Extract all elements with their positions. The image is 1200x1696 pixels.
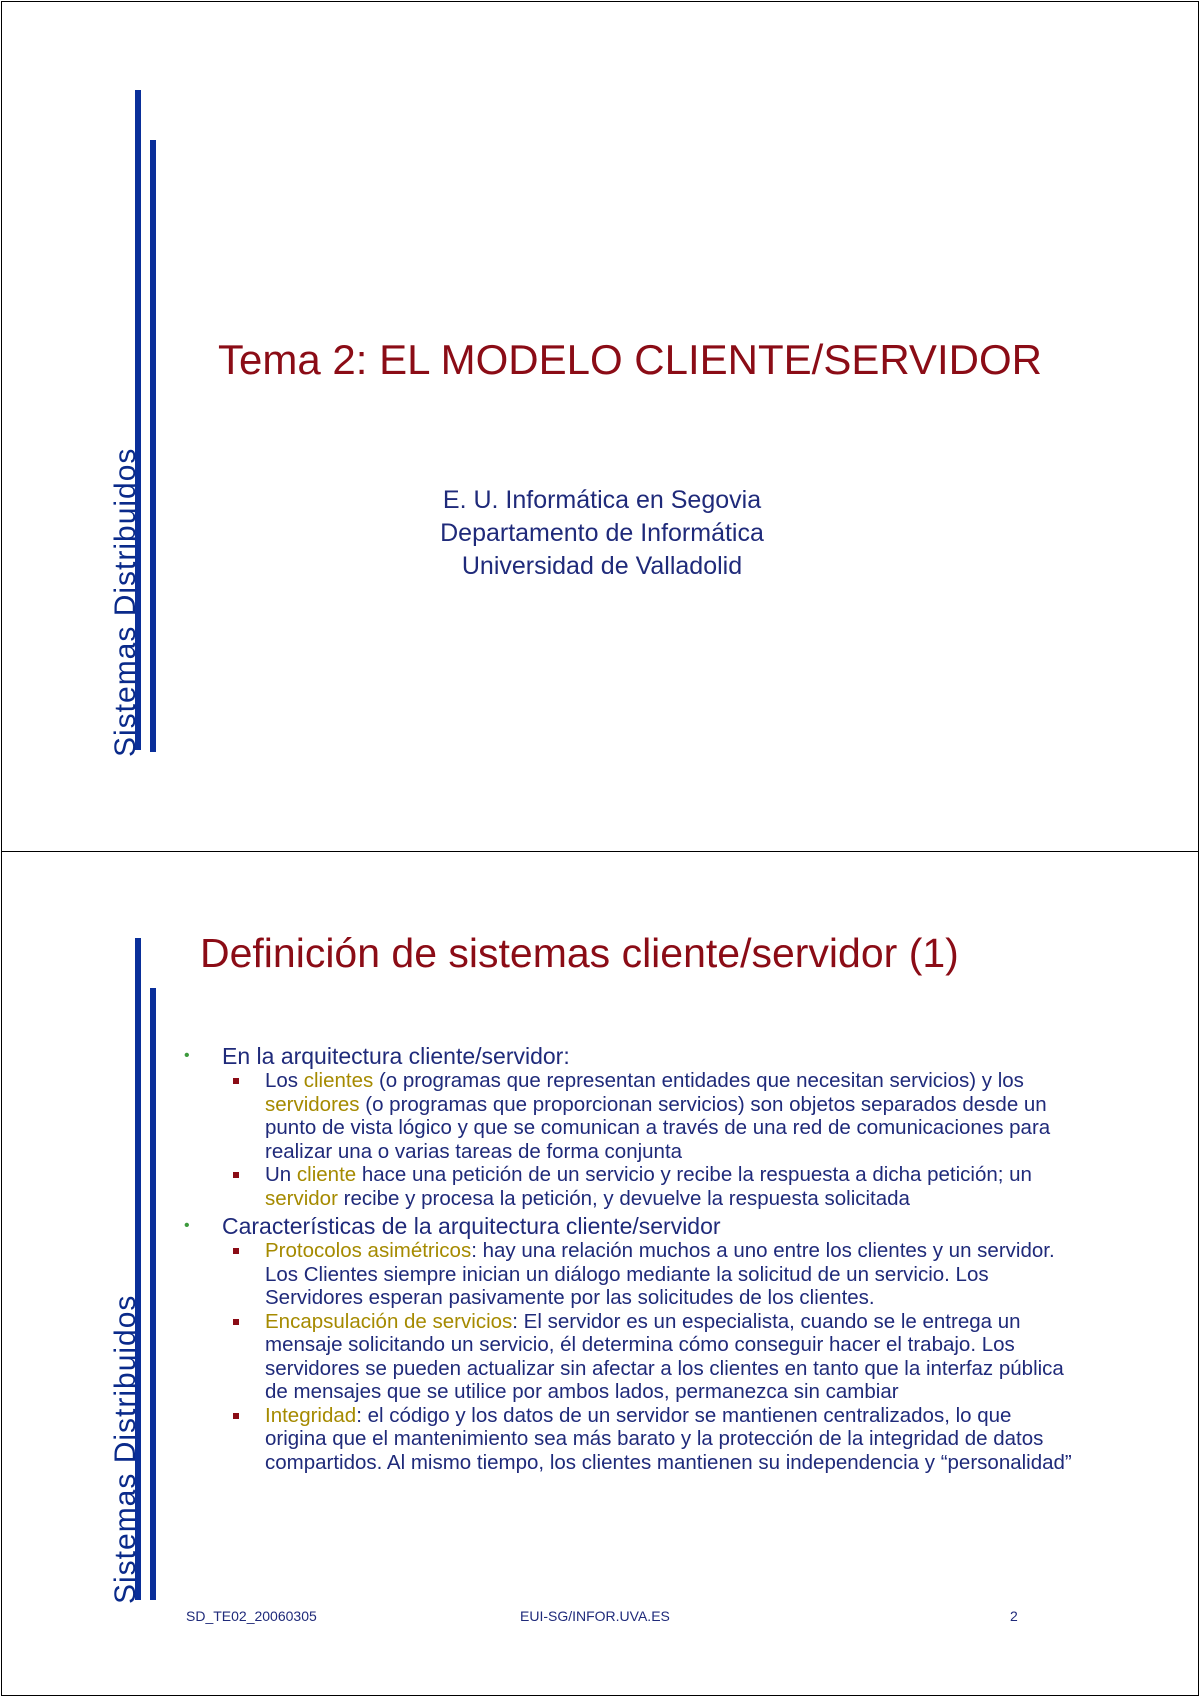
footer-page-number: 2 <box>1010 1608 1018 1624</box>
sub-bullet-request: Un cliente hace una petición de un servicio y recibe la respuesta a dicha petición; un servidor recibe y procesa la petición, y devuelve la respuesta solicitada <box>178 1163 1078 1210</box>
footer-site: EUI-SG/INFOR.UVA.ES <box>520 1608 670 1624</box>
side-label: Sistemas Distribuidos <box>109 1294 142 1604</box>
slide-2-title: Definición de sistemas cliente/servidor (1) <box>200 930 959 976</box>
side-label: Sistemas Distribuidos <box>109 447 142 757</box>
sub-bullet-asymmetric: Protocolos asimétricos: hay una relación muchos a uno entre los clientes y un servidor. Los Clientes siempre inician un diálogo mediante la solicitud de un servicio. Los Servidores esperan pasivamente por las solicitudes de los clientes. <box>178 1239 1078 1310</box>
square-bullet-icon <box>233 1172 239 1178</box>
bullet-characteristics: • Características de la arquitectura cliente/servidor <box>184 1213 721 1239</box>
bullet-dot-icon: • <box>184 1217 190 1234</box>
square-bullet-icon <box>233 1413 239 1419</box>
sub-bullet-encapsulation: Encapsulación de servicios: El servidor es un especialista, cuando se le entrega un mensaje solicitando un servicio, él determina cómo conseguir hacer el trabajo. Los servidores se pueden actualizar sin afectar a los clientes en tanto que la interfaz pública de mensajes que se utilice por ambos lados, permanezca sin cambiar <box>178 1310 1078 1404</box>
square-bullet-icon <box>233 1248 239 1254</box>
bullet-dot-icon: • <box>184 1047 190 1064</box>
bullet-architecture: • En la arquitectura cliente/servidor: <box>184 1043 570 1069</box>
square-bullet-icon <box>233 1078 239 1084</box>
slide-1 <box>1 1 1199 852</box>
slide-title: Tema 2: EL MODELO CLIENTE/SERVIDOR <box>218 336 1042 383</box>
affiliation-school: E. U. Informática en Segovia <box>442 486 762 514</box>
footer-doc-id: SD_TE02_20060305 <box>186 1608 317 1624</box>
affiliation-department: Departamento de Informática <box>440 519 764 547</box>
square-bullet-icon <box>233 1319 239 1325</box>
affiliation-university: Universidad de Valladolid <box>461 552 743 580</box>
blue-bar-inner <box>150 140 156 752</box>
sub-bullet-clients-servers: Los clientes (o programas que representan entidades que necesitan servicios) y los servidores (o programas que proporcionan servicios) son objetos separados desde un punto de vista lógico y que se comunican a través de una red de comunicaciones para realizar una o varias tareas de forma conjunta <box>178 1069 1078 1163</box>
blue-bar-inner <box>150 988 156 1600</box>
slide-2-content <box>178 1040 1078 1474</box>
sub-bullet-integrity: Integridad: el código y los datos de un servidor se mantienen centralizados, lo que origina que el mantenimiento sea más barato y la protección de la integridad de datos compartidos. Al mismo tiempo, los clientes mantienen su independencia y “personalidad” <box>178 1404 1078 1475</box>
affiliation <box>362 484 842 583</box>
